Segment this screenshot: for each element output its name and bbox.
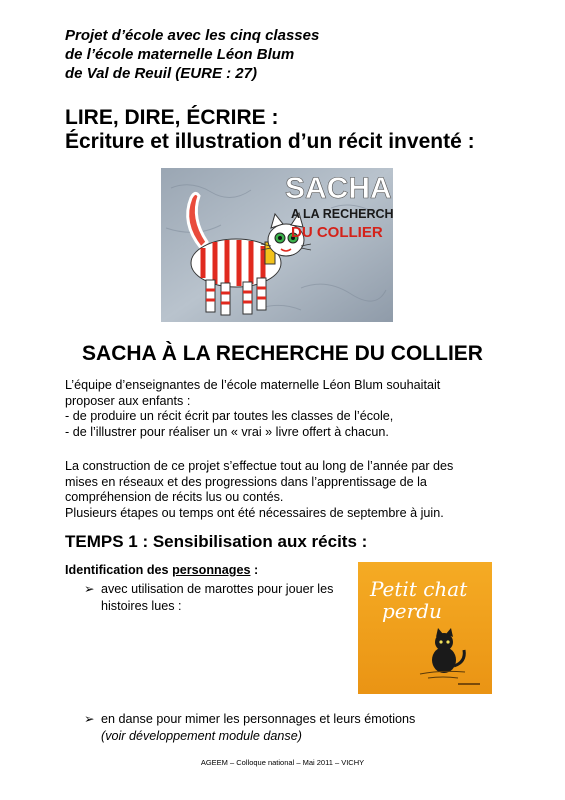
book-title-line-2: perdu: [382, 599, 442, 623]
sacha-cover-image: [161, 168, 393, 322]
header-line-1: Projet d’école avec les cinq classes: [65, 27, 320, 44]
bullet1-line-2: histoires lues :: [101, 599, 182, 613]
construction-line-3: compréhension de récits lus ou contés.: [65, 490, 284, 504]
construction-line-1: La construction de ce projet s’effectue tout au long de l’année par des: [65, 459, 454, 473]
bullet-arrow-icon: ➢: [84, 712, 95, 726]
petit-chat-perdu-cover: [358, 562, 492, 694]
story-title: SACHA À LA RECHERCHE DU COLLIER: [82, 342, 483, 365]
temps1-subheading: [65, 563, 258, 577]
header-line-3: de Val de Reuil (EURE : 27): [65, 65, 257, 82]
main-heading-line-2: Écriture et illustration d’un récit inventé :: [65, 130, 475, 153]
construction-line-2: mises en réseaux et des progressions dans l’apprentissage de la: [65, 474, 427, 489]
bullet2-line-2: (voir développement module danse): [101, 729, 302, 743]
intro-line-4: - de l’illustrer pour réaliser un « vrai » livre offert à chacun.: [65, 424, 389, 439]
cover-title-collier: DU COLLIER: [291, 224, 383, 241]
intro-paragraph: [65, 378, 535, 440]
cover-title-recherche: A LA RECHERCHE: [291, 207, 393, 221]
bullet-danse: [84, 711, 514, 745]
intro-line-3: - de produire un récit écrit par toutes les classes de l’école,: [65, 409, 394, 423]
book-title-line-1: Petit chat: [370, 577, 468, 601]
bullet2-line-1: en danse pour mimer les personnages et leurs émotions: [101, 712, 416, 726]
subheading-suffix: :: [250, 563, 259, 577]
construction-paragraph: [65, 459, 535, 521]
sacha-cover-illustration: [161, 168, 393, 322]
page-footer: AGEEM – Colloque national – Mai 2011 – VICHY: [200, 758, 365, 767]
main-heading-line-1: LIRE, DIRE, ÉCRIRE :: [65, 106, 279, 129]
temps1-heading: TEMPS 1 : Sensibilisation aux récits :: [65, 532, 368, 551]
subheading-personnages: personnages: [172, 563, 251, 577]
bullet1-line-1: avec utilisation de marottes pour jouer les: [101, 582, 334, 596]
bullet-marottes: [84, 581, 354, 615]
header-line-2: de l’école maternelle Léon Blum: [65, 46, 295, 63]
book-cover-illustration: [358, 562, 492, 694]
bullet-arrow-icon: ➢: [84, 582, 95, 596]
intro-line-2: proposer aux enfants :: [65, 393, 191, 408]
cover-title-sacha: SACHA: [285, 172, 392, 205]
intro-line-1: L’équipe d’enseignantes de l’école maternelle Léon Blum souhaitait: [65, 378, 441, 392]
construction-line-4: Plusieurs étapes ou temps ont été nécessaires de septembre à juin.: [65, 505, 444, 520]
subheading-prefix: Identification des: [65, 563, 173, 577]
